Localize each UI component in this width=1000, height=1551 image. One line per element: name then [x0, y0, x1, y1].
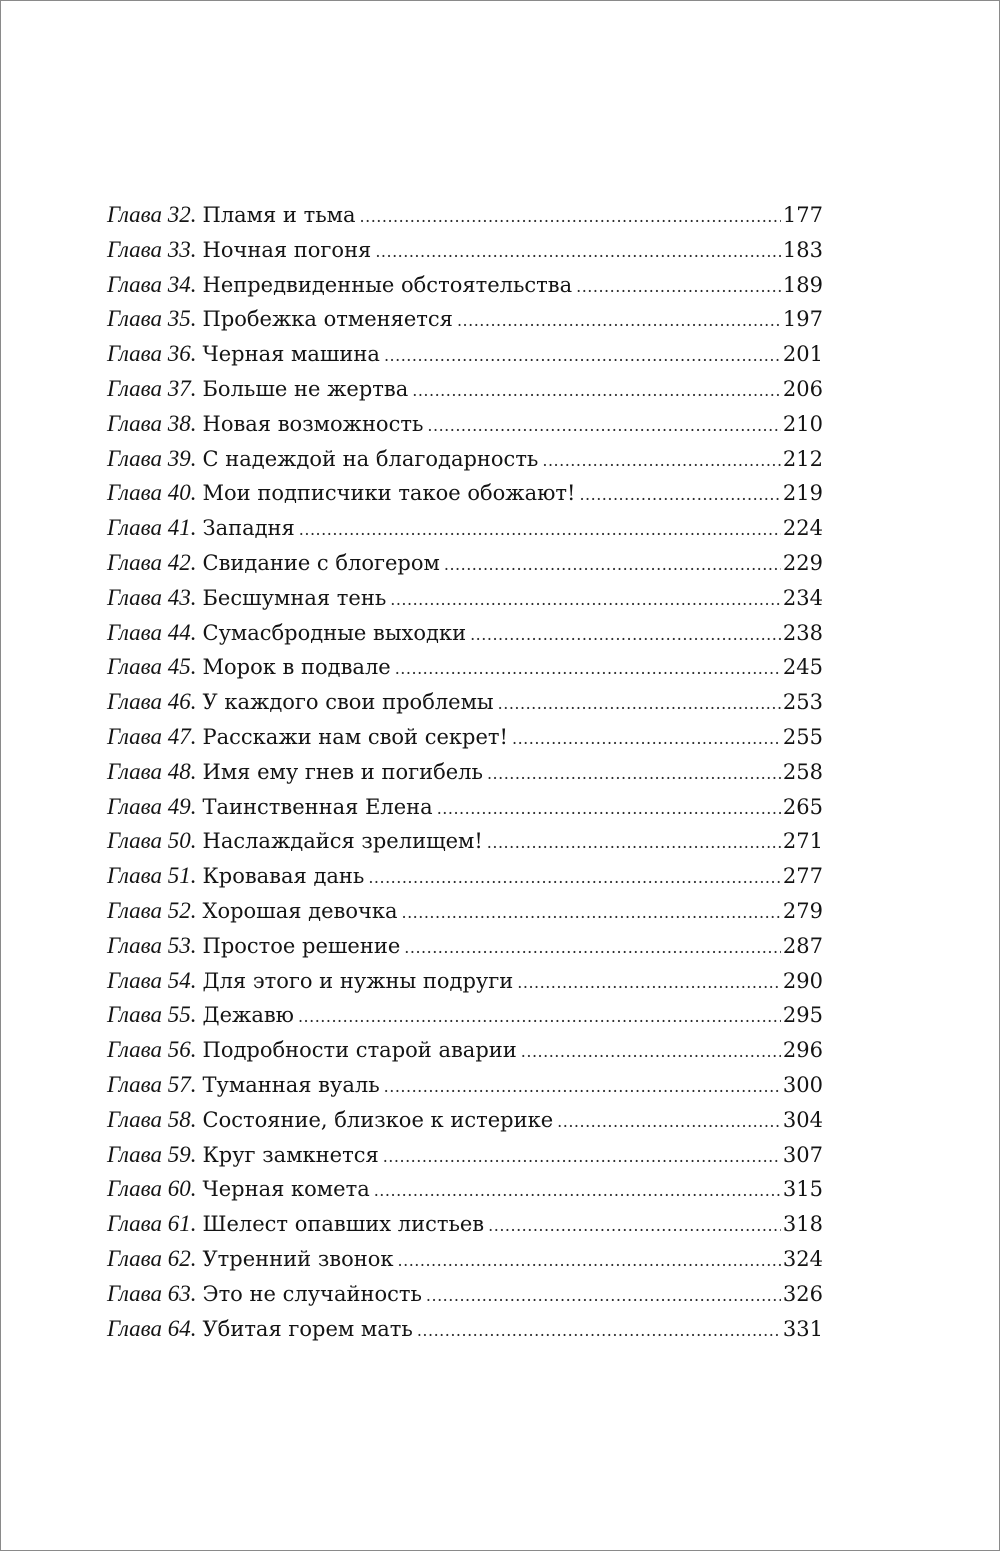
toc-entry: [107, 964, 823, 999]
toc-entry: [107, 859, 823, 894]
dot-leader: [521, 1035, 781, 1070]
chapter-label: Глава 52.: [107, 897, 197, 923]
chapter-label: Глава 60.: [107, 1176, 197, 1202]
dot-leader: [375, 235, 781, 270]
dot-leader: [404, 931, 781, 966]
toc-entry: [107, 1033, 823, 1068]
chapter-title: Сумасбродные выходки: [202, 620, 467, 645]
dot-leader: [542, 444, 781, 479]
toc-entry: [107, 372, 823, 407]
dot-leader: [417, 1314, 781, 1349]
dot-leader: [398, 1244, 781, 1279]
chapter-label: Глава 50.: [107, 828, 197, 854]
dot-leader: [470, 618, 781, 653]
page-number: 255: [782, 724, 823, 749]
toc-entry: [107, 1172, 823, 1207]
chapter-label: Глава 40.: [107, 480, 197, 506]
chapter-label: Глава 56.: [107, 1037, 197, 1063]
page-number: 271: [782, 829, 823, 854]
chapter-title: Свидание с блогером: [202, 550, 440, 575]
chapter-label: Глава 38.: [107, 410, 197, 436]
chapter-label: Глава 48.: [107, 758, 197, 784]
toc-entry: [107, 894, 823, 929]
toc-entry: [107, 755, 823, 790]
dot-leader: [512, 722, 781, 757]
page-number: 296: [782, 1038, 823, 1063]
page-number: 315: [782, 1177, 823, 1202]
chapter-title: Для этого и нужны подруги: [202, 968, 514, 993]
page-number: 277: [782, 864, 823, 889]
page-number: 304: [782, 1107, 823, 1132]
toc-entry: [107, 476, 823, 511]
dot-leader: [517, 966, 781, 1001]
chapter-label: Глава 62.: [107, 1245, 197, 1271]
dot-leader: [412, 374, 781, 409]
chapter-title: Западня: [202, 516, 295, 541]
dot-leader: [402, 896, 781, 931]
toc-entry: [107, 685, 823, 720]
toc-entry: [107, 824, 823, 859]
page-number: 245: [782, 655, 823, 680]
page-number: 234: [782, 585, 823, 610]
chapter-label: Глава 42.: [107, 549, 197, 575]
chapter-label: Глава 33.: [107, 236, 197, 262]
toc-entry: [107, 337, 823, 372]
dot-leader: [427, 409, 781, 444]
dot-leader: [426, 1279, 781, 1314]
toc-entry: [107, 1207, 823, 1242]
chapter-label: Глава 43.: [107, 584, 197, 610]
chapter-title: Утренний звонок: [202, 1246, 394, 1271]
chapter-title: Шелест опавших листьев: [202, 1212, 485, 1237]
chapter-title: Наслаждайся зрелищем!: [202, 829, 483, 854]
page-number: 212: [782, 446, 823, 471]
dot-leader: [390, 583, 781, 618]
dot-leader: [384, 1070, 781, 1105]
chapter-label: Глава 36.: [107, 341, 197, 367]
toc-entry: [107, 1242, 823, 1277]
page-number: 326: [782, 1281, 823, 1306]
toc-entry: [107, 1103, 823, 1138]
dot-leader: [384, 339, 781, 374]
toc-entry: [107, 998, 823, 1033]
dot-leader: [383, 1140, 781, 1175]
chapter-title: У каждого свои проблемы: [202, 690, 494, 715]
dot-leader: [576, 270, 781, 305]
dot-leader: [557, 1105, 781, 1140]
chapter-label: Глава 46.: [107, 689, 197, 715]
page-number: 210: [782, 411, 823, 436]
page-number: 265: [782, 794, 823, 819]
chapter-label: Глава 61.: [107, 1211, 197, 1237]
toc-entry: [107, 442, 823, 477]
chapter-title: Дежавю: [202, 1003, 294, 1028]
toc-entry: [107, 790, 823, 825]
chapter-title: Расскажи нам свой секрет!: [202, 724, 508, 749]
page-number: 307: [782, 1142, 823, 1167]
chapter-title: Черная машина: [202, 342, 380, 367]
toc-entry: [107, 1068, 823, 1103]
dot-leader: [457, 304, 781, 339]
page-number: 300: [782, 1072, 823, 1097]
page-number: 253: [782, 690, 823, 715]
toc-entry: [107, 302, 823, 337]
dot-leader: [298, 1000, 781, 1035]
dot-leader: [498, 687, 781, 722]
chapter-label: Глава 64.: [107, 1315, 197, 1341]
chapter-title: Новая возможность: [202, 411, 424, 436]
page-number: 219: [782, 481, 823, 506]
dot-leader: [487, 757, 781, 792]
toc-entry: [107, 1312, 823, 1347]
page-number: 279: [782, 898, 823, 923]
chapter-title: Бесшумная тень: [202, 585, 387, 610]
dot-leader: [374, 1174, 781, 1209]
toc-entry: [107, 929, 823, 964]
page-number: 324: [782, 1246, 823, 1271]
dot-leader: [487, 826, 781, 861]
chapter-label: Глава 57.: [107, 1071, 197, 1097]
chapter-label: Глава 32.: [107, 202, 197, 227]
chapter-label: Глава 39.: [107, 445, 197, 471]
chapter-title: Пробежка отменяется: [202, 307, 453, 332]
chapter-title: Это не случайность: [202, 1281, 422, 1306]
page-number: 238: [782, 620, 823, 645]
dot-leader: [299, 513, 781, 548]
chapter-label: Глава 58.: [107, 1106, 197, 1132]
chapter-label: Глава 63.: [107, 1280, 197, 1306]
page-number: 290: [782, 968, 823, 993]
chapter-label: Глава 53.: [107, 932, 197, 958]
dot-leader: [395, 652, 781, 687]
page-number: 287: [782, 933, 823, 958]
dot-leader: [488, 1209, 781, 1244]
page-number: 229: [782, 550, 823, 575]
page-number: 197: [782, 307, 823, 332]
chapter-label: Глава 37.: [107, 375, 197, 401]
chapter-label: Глава 59.: [107, 1141, 197, 1167]
toc-entry: [107, 1138, 823, 1173]
toc-entry: [107, 268, 823, 303]
toc-entry: [107, 650, 823, 685]
chapter-title: Таинственная Елена: [202, 794, 433, 819]
dot-leader: [368, 861, 781, 896]
chapter-label: Глава 34.: [107, 271, 197, 297]
toc-entry: [107, 407, 823, 442]
dot-leader: [360, 200, 781, 235]
toc-entry: [107, 233, 823, 268]
toc-entry: [107, 198, 823, 233]
toc-entry: [107, 720, 823, 755]
page-number: 224: [782, 516, 823, 541]
chapter-title: Хорошая девочка: [202, 898, 398, 923]
chapter-title: Ночная погоня: [202, 237, 372, 262]
toc-entry: [107, 616, 823, 651]
page-number: 206: [782, 376, 823, 401]
chapter-label: Глава 54.: [107, 967, 197, 993]
chapter-label: Глава 41.: [107, 515, 197, 541]
chapter-title: Непредвиденные обстоятельства: [202, 272, 573, 297]
toc-entry: [107, 511, 823, 546]
chapter-label: Глава 35.: [107, 306, 197, 332]
chapter-title: Морок в подвале: [202, 655, 391, 680]
chapter-label: Глава 49.: [107, 793, 197, 819]
chapter-title: Больше не жертва: [202, 376, 409, 401]
page-number: 295: [782, 1003, 823, 1028]
toc-entry: [107, 1277, 823, 1312]
chapter-title: Убитая горем мать: [202, 1316, 413, 1341]
chapter-title: Имя ему гнев и погибель: [202, 759, 483, 784]
chapter-title: Простое решение: [202, 933, 401, 958]
page-number: 331: [782, 1316, 823, 1341]
dot-leader: [444, 548, 781, 583]
chapter-label: Глава 44.: [107, 619, 197, 645]
chapter-title: Мои подписчики такое обожают!: [202, 481, 576, 506]
dot-leader: [579, 478, 780, 513]
chapter-title: С надеждой на благодарность: [202, 446, 539, 471]
page-number: 183: [782, 237, 823, 262]
chapter-label: Глава 45.: [107, 654, 197, 680]
page-number: 177: [782, 203, 823, 227]
page-number: 201: [782, 342, 823, 367]
chapter-label: Глава 47.: [107, 723, 197, 749]
toc-entry: [107, 581, 823, 616]
toc-entry: [107, 546, 823, 581]
chapter-title: Состояние, близкое к истерике: [202, 1107, 554, 1132]
chapter-title: Круг замкнется: [202, 1142, 379, 1167]
dot-leader: [437, 792, 781, 827]
chapter-label: Глава 55.: [107, 1002, 197, 1028]
page-number: 258: [782, 759, 823, 784]
page-number: 189: [782, 272, 823, 297]
chapter-label: Глава 51.: [107, 863, 197, 889]
chapter-title: Кровавая дань: [202, 864, 365, 889]
page-number: 318: [782, 1212, 823, 1237]
chapter-title: Подробности старой аварии: [202, 1038, 517, 1063]
chapter-title: Черная комета: [202, 1177, 370, 1202]
table-of-contents: [107, 198, 823, 1346]
chapter-title: Пламя и тьма: [202, 203, 356, 227]
chapter-title: Туманная вуаль: [202, 1072, 380, 1097]
